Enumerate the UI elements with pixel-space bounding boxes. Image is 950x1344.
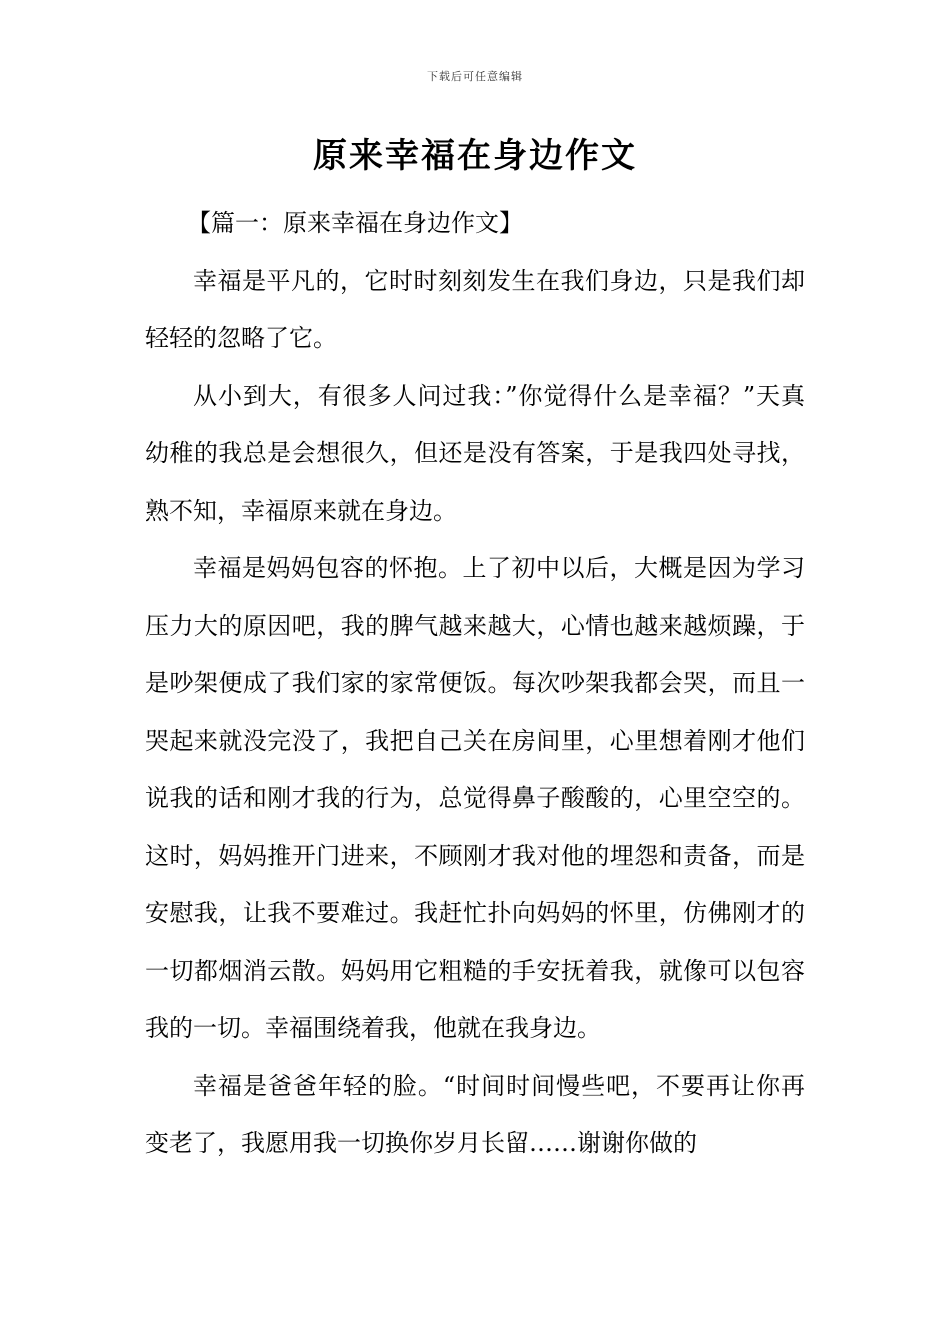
header-note: 下载后可任意编辑 (427, 70, 523, 83)
document-body (145, 195, 805, 1173)
paragraph: 幸福是平凡的，它时时刻刻发生在我们身边，只是我们却轻轻的忽略了它。 (145, 266, 805, 352)
paragraph: 幸福是爸爸年轻的脸。“时间时间慢些吧，不要再让你再变老了，我愿用我一切换你岁月长留……谢谢你做的 (145, 1071, 805, 1157)
paragraph: 幸福是妈妈包容的怀抱。上了初中以后，大概是因为学习压力大的原因吧，我的脾气越来越大，心情也越来越烦躁，于是吵架便成了我们家的家常便饭。每次吵架我都会哭，而且一哭起来就没完没了，我把自己关在房间里，心里想着刚才他们说我的话和刚才我的行为，总觉得鼻子酸酸的，心里空空的。这时，妈妈推开门进来，不顾刚才我对他的埋怨和责备，而是安慰我，让我不要难过。我赶忙扑向妈妈的怀里，仿佛刚才的一切都烟消云散。妈妈用它粗糙的手安抚着我，就像可以包容我的一切。幸福围绕着我，他就在我身边。 (145, 554, 805, 1042)
document-title: 原来幸福在身边作文 (313, 136, 637, 176)
paragraph: 从小到大，有很多人问过我：”你觉得什么是幸福？”天真幼稚的我总是会想很久，但还是没有答案，于是我四处寻找，熟不知，幸福原来就在身边。 (145, 381, 805, 525)
section-heading: 【篇一：原来幸福在身边作文】 (187, 209, 523, 237)
